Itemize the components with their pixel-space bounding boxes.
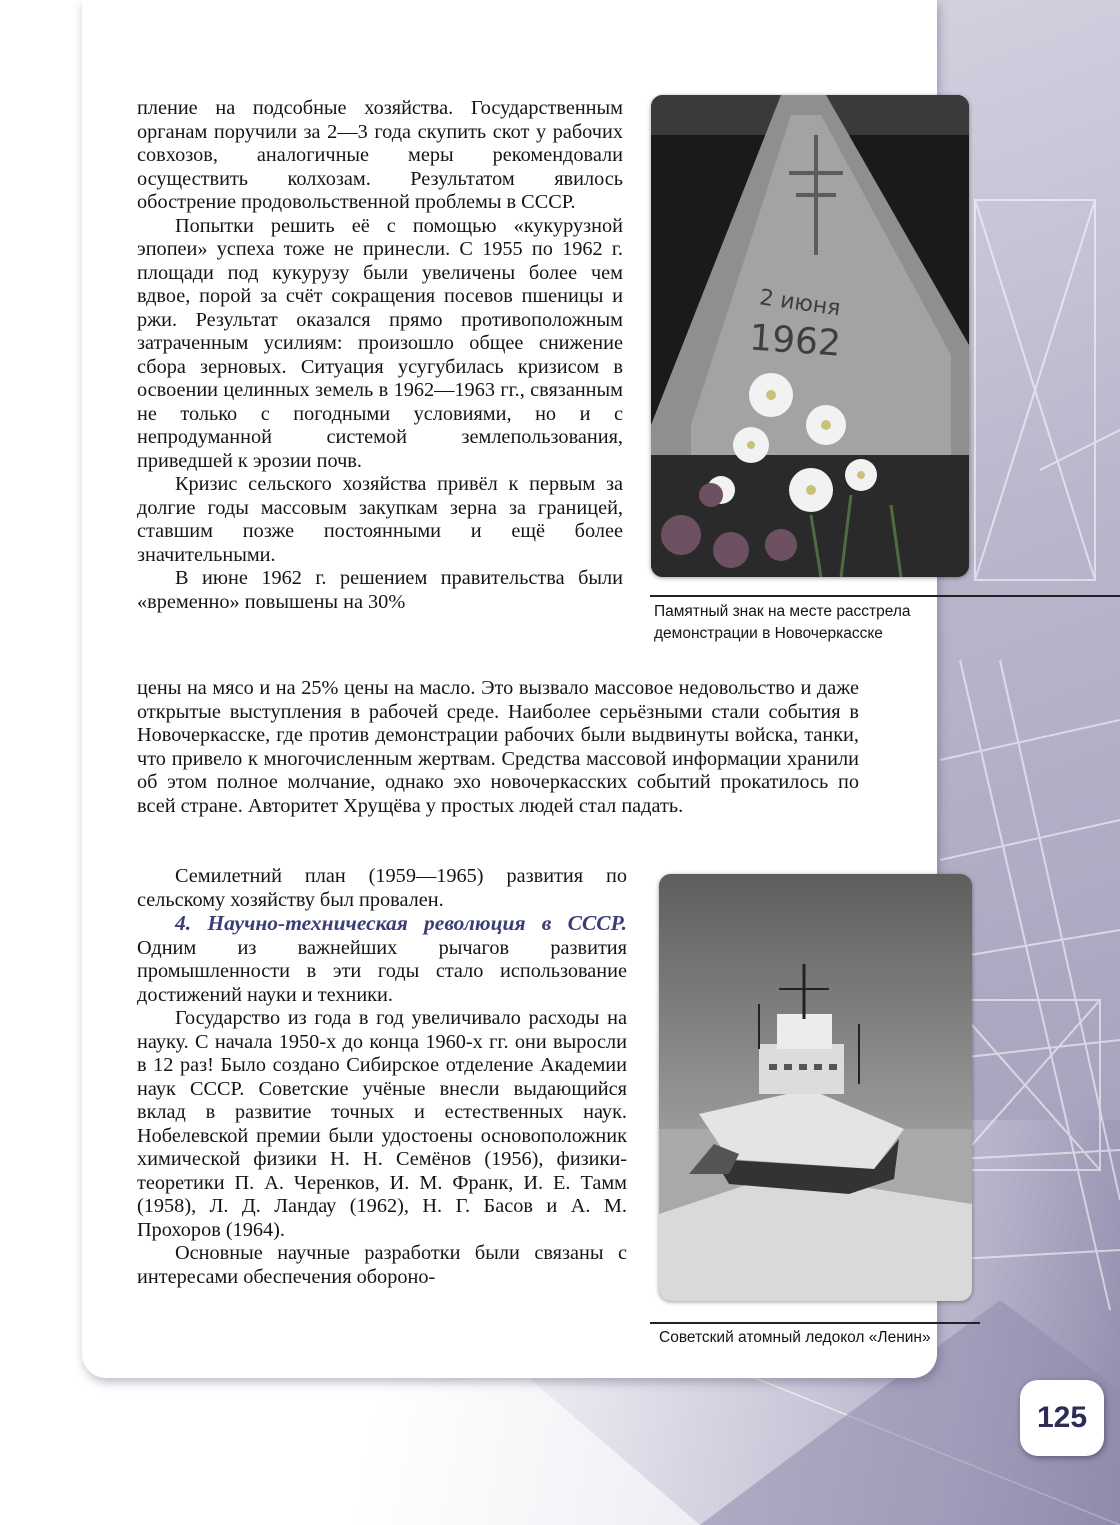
caption-divider: [650, 595, 1120, 597]
paragraph: В июне 1962 г. решением правительства были «временно» повышены на 30%: [137, 567, 623, 613]
paragraph: Семилетний план (1959—1965) развития по сельскому хозяйству был провален.: [137, 865, 627, 911]
memorial-stone-image: [651, 95, 969, 577]
page-number: 125: [1036, 1401, 1088, 1434]
caption-line: демонстрации в Новочеркасске: [654, 625, 883, 642]
paragraph: [137, 912, 627, 1007]
paragraph: Попытки решить её с помощью «кукурузной эпопеи» успеха тоже не принесли. С 1955 по 1962 г. площади под кукурузу были увеличены более чем вдвое, порой за счёт сокращения посевов пшеницы и ржи. Результат оказался прямо противоположным затраченным усилиям: произошло общее снижение сбора зерновых. Ситуация усугубилась кризисом в освоении целинных земель в 1962—1963 гг., связанным не только с погодными условиями, но и с непродуманной системой землепользования, приведшей к эрозии почв.: [137, 214, 623, 472]
caption-memorial: [654, 601, 974, 645]
caption-line: Памятный знак на месте расстрела: [654, 603, 911, 620]
paragraph-text: Одним из важнейших рычагов развития промышленности в эти годы стало использование достижений науки и техники.: [137, 936, 627, 1006]
text-block-middle: [137, 677, 859, 818]
photo-icebreaker: [659, 874, 972, 1301]
icebreaker-image: [659, 874, 972, 1301]
paragraph: цены на мясо и на 25% цены на масло. Это вызвало массовое недовольство и даже открытые выступления в рабочей среде. Наиболее серьёзными стали события в Новочеркасске, где против демонстрации рабочих были выдвинуты войска, танки, что привело к многочисленным жертвам. Средства массовой информации хранили об этом полное молчание, однако эхо новочеркасских событий прокатилось по всей стране. Авторитет Хрущёва у простых людей стал падать.: [137, 677, 859, 817]
page-number-box: [1020, 1380, 1104, 1456]
text-block-bottom: [137, 865, 627, 1289]
paragraph: Кризис сельского хозяйства привёл к первым за долгие годы массовым закупкам зерна за границей, ставшим позже постоянными и ещё более значительными.: [137, 473, 623, 566]
photo-memorial-stone: [651, 95, 969, 577]
section-heading: 4. Научно-техническая революция в СССР.: [175, 911, 627, 935]
paragraph: Основные научные разработки были связаны с интересами обеспечения обороно-: [137, 1242, 627, 1288]
caption-divider: [650, 1322, 980, 1324]
caption-icebreaker: Советский атомный ледокол «Ленин»: [659, 1329, 931, 1346]
stone-date-text: 2 июня: [757, 285, 843, 322]
stone-year-text: 1962: [747, 317, 843, 365]
paragraph: пление на подсобные хозяйства. Государственным органам поручили за 2—3 года скупить скот у рабочих совхозов, аналогичные меры рекомендовали осуществить колхозам. Результатом явилось обострение продовольственной проблемы в СССР.: [137, 97, 623, 213]
text-block-top: [137, 97, 623, 614]
paragraph: Государство из года в год увеличивало расходы на науку. С начала 1950-х до конца 1960-х гг. они выросли в 12 раз! Было создано Сибирское отделение Академии наук СССР. Советские учёные внесли выдающийся вклад в развитие точных и естественных наук. Нобелевской премии были удостоены основоположник химической физики Н. Н. Семёнов (1956), физики-теоретики П. А. Черенков, И. М. Франк, И. Е. Тамм (1958), Л. Д. Ландау (1962), Н. Г. Басов и А. М. Прохоров (1964).: [137, 1007, 627, 1241]
